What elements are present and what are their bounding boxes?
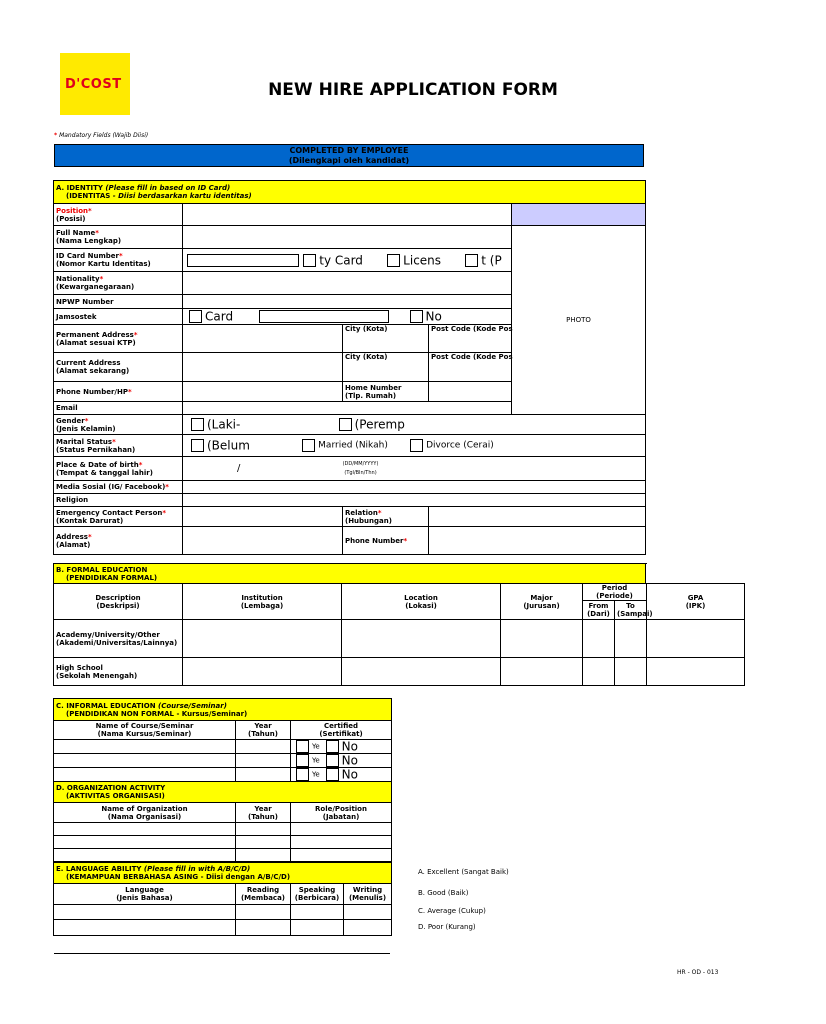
lang-cell[interactable]	[291, 920, 344, 936]
org-cell[interactable]	[291, 849, 392, 862]
edu-cell[interactable]	[183, 658, 342, 686]
mandatory-note	[54, 132, 148, 139]
phone-input[interactable]	[183, 382, 343, 402]
col-institution: Institution (Lembaga)	[183, 584, 342, 620]
section-a-header: A. IDENTITY (Please fill in based on ID Card) (IDENTITAS - Diisi berdasarkan kartu identitas)	[54, 181, 646, 204]
jamsostek-card-checkbox[interactable]	[189, 310, 202, 323]
org-cell[interactable]	[236, 823, 291, 836]
permanent-address-label: Permanent Address* (Alamat sesuai KTP)	[54, 325, 183, 353]
legend-d: D. Poor (Kurang)	[418, 923, 476, 931]
cert-no-label: No	[341, 753, 358, 768]
col-course-name: Name of Course/Seminar (Nama Kursus/Seminar)	[54, 721, 236, 740]
edu-cell[interactable]	[647, 620, 745, 658]
marital-married-label: Married (Nikah)	[318, 440, 388, 451]
edu-row-academy: Academy/University/Other (Akademi/Universitas/Lainnya)	[54, 620, 183, 658]
completed-by-banner	[54, 144, 644, 167]
home-number-input[interactable]	[429, 382, 512, 402]
marital-single-checkbox[interactable]	[191, 439, 204, 452]
phone-number-label: Phone Number*	[343, 527, 429, 555]
nationality-input[interactable]	[183, 272, 512, 295]
photo-box: PHOTO	[512, 226, 646, 415]
col-speaking: Speaking (Berbicara)	[291, 884, 344, 905]
col-language: Language (Jenis Bahasa)	[54, 884, 236, 905]
cert-yes-checkbox[interactable]	[296, 740, 309, 753]
logo-text: D'COST	[65, 77, 122, 92]
position-input[interactable]	[183, 204, 512, 226]
banner-line1: COMPLETED BY EMPLOYEE	[289, 146, 409, 155]
informal-education-table	[53, 698, 392, 862]
jamsostek-card-label: Card	[205, 309, 234, 324]
edu-cell[interactable]	[583, 658, 615, 686]
npwp-input[interactable]	[183, 295, 512, 309]
edu-cell[interactable]	[183, 620, 342, 658]
edu-cell[interactable]	[615, 658, 647, 686]
banner-line2: (Dilengkapi oleh kandidat)	[288, 156, 410, 165]
col-org-year: Year (Tahun)	[236, 803, 291, 823]
jamsostek-number-input[interactable]	[259, 310, 389, 323]
lang-cell[interactable]	[291, 905, 344, 920]
cert-yes-label: Ye	[312, 756, 320, 765]
current-city-label: City (Kota)	[343, 353, 429, 382]
marital-married-checkbox[interactable]	[302, 439, 315, 452]
lang-cell[interactable]	[236, 920, 291, 936]
address-input[interactable]	[183, 527, 343, 555]
marital-cell	[183, 435, 646, 457]
col-gpa: GPA (IPK)	[647, 584, 745, 620]
email-input[interactable]	[183, 402, 646, 415]
course-cert-cell	[291, 740, 392, 754]
signature-line	[54, 953, 390, 954]
npwp-label: NPWP Number	[54, 295, 183, 309]
lang-cell[interactable]	[236, 905, 291, 920]
col-description: Description (Deskripsi)	[54, 584, 183, 620]
section-d-header: D. ORGANIZATION ACTIVITY (AKTIVITAS ORGANISASI)	[54, 782, 392, 803]
marital-divorce-label: Divorce (Cerai)	[426, 440, 494, 451]
birth-format: (DD/MM/YYYY) (Tgl/Bln/Thn)	[342, 460, 379, 476]
relation-input[interactable]	[429, 507, 646, 527]
gender-female-checkbox[interactable]	[339, 418, 352, 431]
jamsostek-no-checkbox[interactable]	[410, 310, 423, 323]
org-cell[interactable]	[236, 849, 291, 862]
emergency-label: Emergency Contact Person* (Kontak Darurat)	[54, 507, 183, 527]
emergency-input[interactable]	[183, 507, 343, 527]
nationality-label: Nationality* (Kewarganegaraan)	[54, 272, 183, 295]
relation-label: Relation* (Hubungan)	[343, 507, 429, 527]
religion-label: Religion	[54, 494, 183, 507]
permanent-postcode-label: Post Code (Kode Pos	[429, 325, 512, 353]
birth-cell	[183, 457, 646, 481]
language-table	[53, 862, 392, 936]
legend-c: C. Average (Cukup)	[418, 907, 486, 915]
org-cell[interactable]	[236, 836, 291, 849]
edu-cell[interactable]	[501, 658, 583, 686]
course-name-cell[interactable]	[54, 740, 236, 754]
section-e-header: E. LANGUAGE ABILITY (Please fill in with A/B/C/D) (KEMAMPUAN BERBAHASA ASING - Diisi dengan A/B/C/D)	[54, 863, 392, 884]
edu-cell[interactable]	[647, 658, 745, 686]
edu-cell[interactable]	[342, 658, 501, 686]
cert-no-checkbox[interactable]	[326, 754, 339, 767]
phone-number-input[interactable]	[429, 527, 646, 555]
cert-no-checkbox[interactable]	[326, 740, 339, 753]
id-card-input[interactable]	[187, 254, 299, 267]
media-label: Media Sosial (IG/ Facebook)*	[54, 481, 183, 494]
home-number-label: Home Number (Tlp. Rumah)	[343, 382, 429, 402]
id-type-sim-checkbox[interactable]	[387, 254, 400, 267]
lang-cell[interactable]	[54, 920, 236, 936]
jamsostek-no-label: No	[425, 309, 442, 324]
current-postcode-label: Post Code (Kode Pos	[429, 353, 512, 382]
cert-yes-checkbox[interactable]	[296, 768, 309, 781]
course-cert-cell	[291, 754, 392, 768]
lang-cell[interactable]	[344, 905, 392, 920]
section-c-header: C. INFORMAL EDUCATION (Course/Seminar) (PENDIDIKAN NON FORMAL - Kursus/Seminar)	[54, 699, 392, 721]
col-course-cert: Certified (Sertifikat)	[291, 721, 392, 740]
identity-table	[53, 180, 646, 555]
gender-cell	[183, 415, 646, 435]
org-cell[interactable]	[54, 849, 236, 862]
course-name-cell[interactable]	[54, 768, 236, 782]
form-code: HR - OD - 013	[677, 969, 719, 976]
phone-label: Phone Number/HP*	[54, 382, 183, 402]
edu-cell[interactable]	[342, 620, 501, 658]
address-label: Address* (Alamat)	[54, 527, 183, 555]
marital-label: Marital Status* (Status Pernikahan)	[54, 435, 183, 457]
email-label: Email	[54, 402, 183, 415]
id-type-ktp-checkbox[interactable]	[303, 254, 316, 267]
id-type-sim-label: Licens	[403, 253, 442, 267]
id-card-cell	[183, 249, 512, 272]
edu-cell[interactable]	[615, 620, 647, 658]
edu-cell[interactable]	[501, 620, 583, 658]
course-year-cell[interactable]	[236, 768, 291, 782]
permanent-address-input[interactable]	[183, 325, 343, 353]
marital-single-label: (Belum	[207, 438, 250, 453]
cert-yes-checkbox[interactable]	[296, 754, 309, 767]
course-cert-cell	[291, 768, 392, 782]
permanent-city-label: City (Kota)	[343, 325, 429, 353]
current-address-label: Current Address (Alamat sekarang)	[54, 353, 183, 382]
legend-b: B. Good (Baik)	[418, 889, 469, 897]
lang-cell[interactable]	[54, 905, 236, 920]
col-from: From (Dari)	[583, 601, 615, 620]
id-type-ktp-label: ty Card	[319, 253, 363, 267]
cert-no-checkbox[interactable]	[326, 768, 339, 781]
col-course-year: Year (Tahun)	[236, 721, 291, 740]
course-year-cell[interactable]	[236, 754, 291, 768]
gender-female-label: (Perem​p	[354, 417, 405, 432]
position-extra	[512, 204, 646, 226]
edu-cell[interactable]	[583, 620, 615, 658]
formal-education-grid	[53, 583, 745, 686]
org-cell[interactable]	[54, 823, 236, 836]
col-org-name: Name of Organization (Nama Organisasi)	[54, 803, 236, 823]
formal-education-table	[53, 563, 646, 584]
col-period: Period (Periode)	[583, 584, 647, 601]
col-writing: Writing (Menulis)	[344, 884, 392, 905]
org-cell[interactable]	[54, 836, 236, 849]
section-b-header: B. FORMAL EDUCATION (PENDIDIKAN FORMAL)	[54, 564, 646, 584]
col-reading: Reading (Membaca)	[236, 884, 291, 905]
position-label: Position* (Posisi)	[54, 204, 183, 226]
gender-label: Gender* (Jenis Kelamin)	[54, 415, 183, 435]
cert-no-label: No	[341, 739, 358, 754]
edu-row-highschool: High School (Sekolah Menengah)	[54, 658, 183, 686]
jamsostek-cell	[183, 309, 512, 325]
legend-a: A. Excellent (Sangat Baik)	[418, 868, 509, 876]
form-title: NEW HIRE APPLICATION FORM	[268, 80, 558, 100]
current-address-input[interactable]	[183, 353, 343, 382]
birth-slash: /	[237, 462, 241, 474]
mandatory-text: Mandatory Fields (Wajib Diisi)	[59, 132, 149, 139]
org-cell[interactable]	[291, 836, 392, 849]
org-cell[interactable]	[291, 823, 392, 836]
id-type-passport-label: t (P	[481, 253, 502, 267]
marital-divorce-checkbox[interactable]	[410, 439, 423, 452]
col-to: To (Sampai)	[615, 601, 647, 620]
lang-cell[interactable]	[344, 920, 392, 936]
id-card-label: ID Card Number* (Nomor Kartu Identitas)	[54, 249, 183, 272]
jamsostek-label: Jamsostek	[54, 309, 183, 325]
col-org-role: Role/Position (Jabatan)	[291, 803, 392, 823]
cert-yes-label: Ye	[312, 770, 320, 779]
birth-label: Place & Date of birth* (Tempat & tanggal lahir)	[54, 457, 183, 481]
media-input[interactable]	[183, 481, 646, 494]
full-name-label: Full Name* (Nama Lengkap)	[54, 226, 183, 249]
cert-yes-label: Ye	[312, 742, 320, 751]
gender-male-label: (Laki-	[207, 417, 241, 432]
religion-input[interactable]	[183, 494, 646, 507]
col-location: Location (Lokasi)	[342, 584, 501, 620]
col-major: Major (Jurusan)	[501, 584, 583, 620]
mandatory-star: *	[54, 132, 58, 139]
gender-male-checkbox[interactable]	[191, 418, 204, 431]
cert-no-label: No	[341, 767, 358, 782]
full-name-input[interactable]	[183, 226, 512, 249]
course-name-cell[interactable]	[54, 754, 236, 768]
id-type-passport-checkbox[interactable]	[465, 254, 478, 267]
course-year-cell[interactable]	[236, 740, 291, 754]
